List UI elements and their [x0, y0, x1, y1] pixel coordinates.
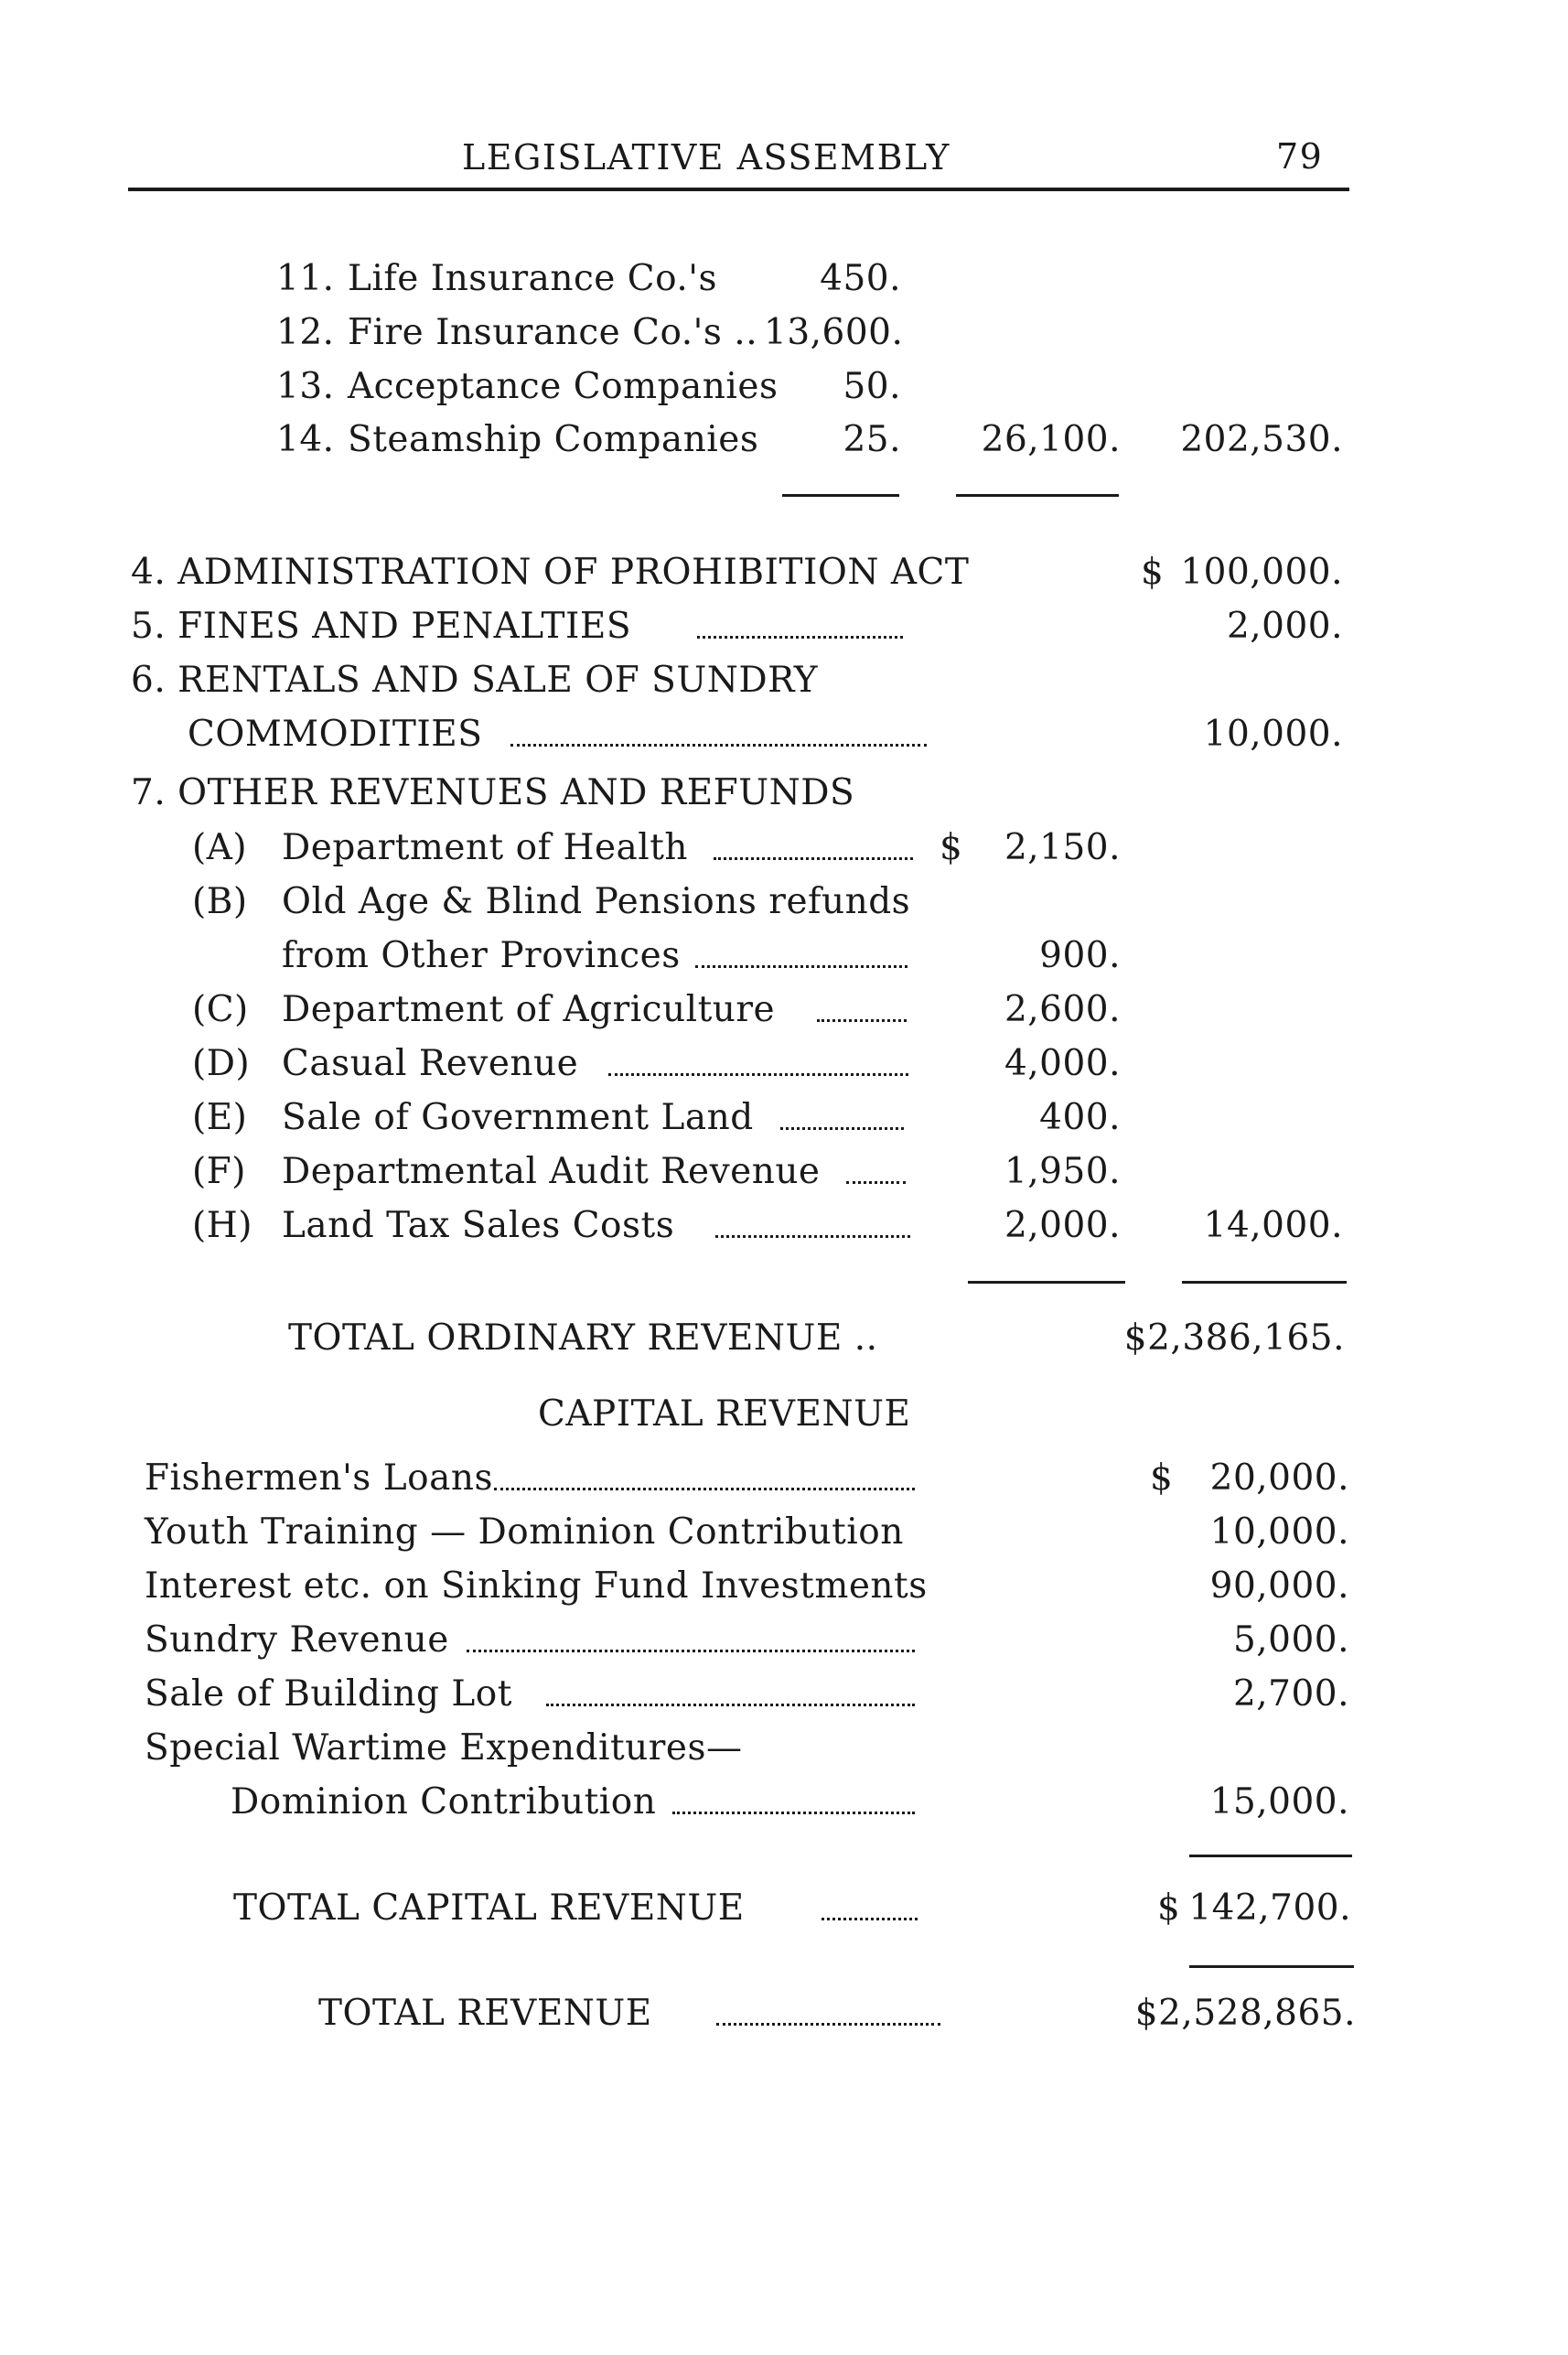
capital-item-amount: 2,700.	[1232, 1673, 1349, 1715]
subtotal-amount: 26,100.	[981, 419, 1121, 460]
dollar-sign: $	[940, 827, 963, 868]
total-capital-amount: 142,700.	[1188, 1887, 1351, 1929]
leader-dots	[697, 636, 903, 639]
total-revenue-amount: $2,528,865.	[1134, 1993, 1356, 2034]
leader-dots	[846, 1181, 906, 1184]
leader-dots	[494, 1488, 915, 1490]
page-header-title: LEGISLATIVE ASSEMBLY	[462, 137, 950, 177]
sub-item-amount: 2,150.	[1004, 827, 1121, 868]
leader-dots	[467, 1650, 915, 1652]
leader-dots	[695, 965, 908, 968]
capital-item-amount: 5,000.	[1232, 1619, 1349, 1661]
sub-item-key: (E)	[192, 1097, 248, 1138]
capital-item-label: Interest etc. on Sinking Fund Investments	[145, 1565, 928, 1607]
leader-dots	[672, 1812, 915, 1814]
sub-item-amount: 4,000.	[1004, 1043, 1121, 1084]
sum-rule	[782, 494, 899, 497]
leader-dots	[546, 1704, 915, 1706]
sum-rule	[1182, 1281, 1347, 1284]
sub-item-label: Departmental Audit Revenue	[282, 1151, 821, 1192]
item-number: 12.	[276, 312, 335, 353]
item-number: 13.	[276, 366, 335, 407]
sub-item-key: (C)	[192, 989, 249, 1030]
section-4-amount: 100,000.	[1180, 552, 1343, 593]
item-label: Fire Insurance Co.'s ..	[348, 312, 758, 353]
header-rule	[128, 188, 1349, 191]
sum-rule	[1189, 1855, 1352, 1857]
capital-item-label: Youth Training — Dominion Contribution	[145, 1511, 904, 1553]
sum-rule	[1189, 1965, 1354, 1968]
capital-item-amount: 15,000.	[1209, 1781, 1349, 1823]
item-number: 14.	[276, 419, 335, 460]
section-5-label: 5. FINES AND PENALTIES	[131, 606, 632, 647]
leader-dots	[714, 857, 913, 860]
total-ordinary-label: TOTAL ORDINARY REVENUE ..	[288, 1317, 878, 1359]
dollar-sign: $	[1150, 1457, 1174, 1499]
sub-item-label: Department of Health	[282, 827, 689, 868]
sub-item-amount: 2,000.	[1004, 1205, 1121, 1246]
sub-item-label: Sale of Government Land	[282, 1097, 754, 1138]
sub-item-key: (F)	[192, 1151, 246, 1192]
sub-item-amount: 900.	[1039, 935, 1121, 976]
section-4-label: 4. ADMINISTRATION OF PROHIBITION ACT	[131, 552, 970, 593]
sub-item-key: (D)	[192, 1043, 251, 1084]
leader-dots	[817, 1019, 907, 1022]
dollar-sign: $	[1157, 1887, 1181, 1929]
leader-dots	[716, 2023, 940, 2026]
item-label: Life Insurance Co.'s	[348, 258, 718, 299]
item-amount: 25.	[843, 419, 901, 460]
capital-revenue-heading: CAPITAL REVENUE	[538, 1393, 911, 1435]
item-number: 11.	[276, 258, 335, 299]
sum-rule	[956, 494, 1119, 497]
item-amount: 13,600.	[764, 312, 904, 353]
section-7-label: 7. OTHER REVENUES AND REFUNDS	[131, 772, 855, 813]
capital-item-amount: 10,000.	[1209, 1511, 1349, 1553]
item-amount: 50.	[843, 366, 901, 407]
total-amount: 202,530.	[1180, 419, 1343, 460]
section-6-label-cont: COMMODITIES	[188, 714, 483, 755]
total-capital-label: TOTAL CAPITAL REVENUE	[233, 1887, 745, 1929]
section-6-amount: 10,000.	[1203, 714, 1343, 755]
item-label: Steamship Companies	[348, 419, 759, 460]
sub-item-key: (B)	[192, 881, 248, 922]
capital-item-amount: 20,000.	[1209, 1457, 1349, 1499]
item-label: Acceptance Companies	[348, 366, 779, 407]
sub-item-label: Old Age & Blind Pensions refunds	[282, 881, 911, 922]
capital-item-label: Special Wartime Expenditures—	[145, 1727, 743, 1769]
section-5-amount: 2,000.	[1226, 606, 1343, 647]
total-revenue-label: TOTAL REVENUE	[318, 1993, 652, 2034]
sub-item-label-cont: from Other Provinces	[282, 935, 681, 976]
capital-item-label: Fishermen's Loans	[145, 1457, 493, 1499]
leader-dots	[780, 1127, 904, 1130]
leader-dots	[822, 1918, 918, 1920]
sub-item-label: Land Tax Sales Costs	[282, 1205, 675, 1246]
sub-item-label: Department of Agriculture	[282, 989, 776, 1030]
capital-item-label-cont: Dominion Contribution	[231, 1781, 657, 1823]
sub-item-key: (H)	[192, 1205, 252, 1246]
sub-item-amount: 400.	[1039, 1097, 1121, 1138]
sum-rule	[968, 1281, 1125, 1284]
page-number: 79	[1276, 136, 1324, 177]
item-amount: 450.	[820, 258, 901, 299]
leader-dots	[510, 744, 927, 747]
capital-item-label: Sale of Building Lot	[145, 1673, 512, 1715]
capital-item-amount: 90,000.	[1209, 1565, 1349, 1607]
section-7-total: 14,000.	[1203, 1205, 1343, 1246]
leader-dots	[608, 1073, 908, 1076]
section-6-label: 6. RENTALS AND SALE OF SUNDRY	[131, 660, 819, 701]
capital-item-label: Sundry Revenue	[145, 1619, 449, 1661]
sub-item-key: (A)	[192, 827, 248, 868]
dollar-sign: $	[1141, 552, 1165, 593]
leader-dots	[715, 1235, 910, 1238]
sub-item-amount: 1,950.	[1004, 1151, 1121, 1192]
total-ordinary-amount: $2,386,165.	[1123, 1317, 1345, 1359]
sub-item-label: Casual Revenue	[282, 1043, 579, 1084]
sub-item-amount: 2,600.	[1004, 989, 1121, 1030]
